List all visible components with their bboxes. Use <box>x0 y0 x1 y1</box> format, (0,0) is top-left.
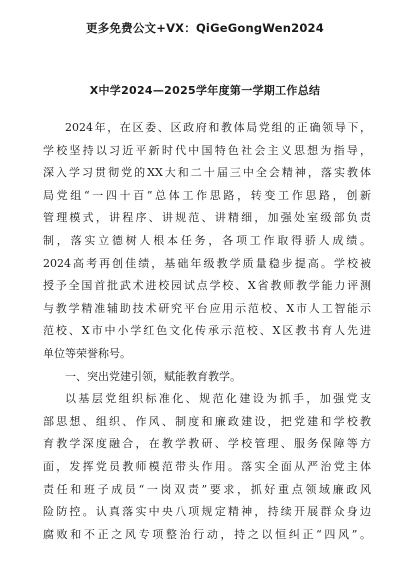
body-line: 单位等荣誉称号。 <box>43 346 131 360</box>
body-line: 授予全国首批武术进校园试点学校、X省教师教学能力评测 <box>43 279 371 293</box>
body-line: 范校、X市中小学红色文化传承示范校、X区教书育人先进 <box>43 324 371 338</box>
body-line: 以基层党组织标准化、规范化建设为抓手，加强党支 <box>65 392 371 406</box>
body-line: 部思想、组织、作风、制度和廉政建设，把党建和学校教 <box>43 414 371 428</box>
body-line: 制，落实立德树人根本任务，各项工作取得骄人成绩。 <box>43 233 371 247</box>
body-line: 与教学精准辅助技术研究平台应用示范校、X市人工智能示 <box>43 301 371 315</box>
body-line: 深入学习贯彻党的XX大和二十届三中全会精神，落实教体 <box>43 166 371 180</box>
body-line: 管理模式，讲程序、讲规范、讲精细，加强处室级部负责 <box>43 211 371 225</box>
body-line: 2024年，在区委、区政府和教体局党组的正确领导下， <box>65 121 371 134</box>
body-line: 育教学深度融合，在教学教研、学校管理、服务保障等方 <box>43 437 371 451</box>
body-line: 2024高考再创佳绩，基础年级教学质量稳步提高。学校被 <box>43 256 371 270</box>
body-line: 局党组“一四十百”总体工作思路，转变工作思路，创新 <box>43 188 371 202</box>
body-line: 面，发挥党员教师模范带头作用。落实全面从严治党主体 <box>43 459 371 473</box>
body-line: 腐败和不正之风专项整治行动，持之以恒纠正“四风”。 <box>43 527 371 541</box>
body-line: 责任和班子成员“一岗双责”要求，抓好重点领域廉政风 <box>43 482 371 496</box>
document-body <box>43 117 371 546</box>
section-heading: 一、突出党建引领，赋能教育教学。 <box>65 369 241 383</box>
body-line: 学校坚持以习近平新时代中国特色社会主义思想为指导， <box>43 143 371 157</box>
watermark-header: 更多免费公文+VX：QiGeGongWen2024 <box>86 21 324 35</box>
document-title: X中学2024—2025学年度第一学期工作总结 <box>89 84 321 97</box>
body-line: 险防控。认真落实中央八项规定精神，持续开展群众身边 <box>43 505 371 519</box>
